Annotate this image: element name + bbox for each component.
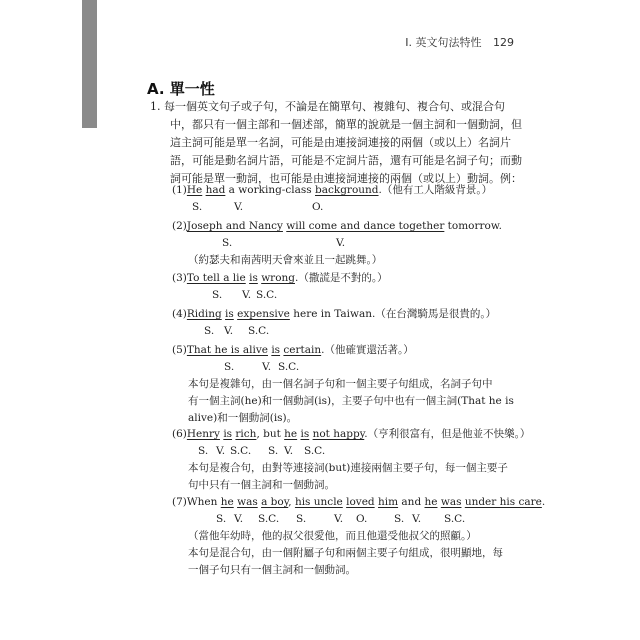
grammar-label: S. [268, 445, 279, 457]
sentence-component: under his care [464, 496, 542, 508]
sentence-text: , [288, 496, 295, 508]
explanation-line: alive)和一個動詞(is)。 [188, 412, 298, 424]
sentence-text: . [541, 496, 546, 508]
sentence-text: .（他有工人階級背景。） [378, 184, 493, 196]
example-sentence [172, 426, 531, 443]
intro-line: 詞可能是單一動詞，也可能是由連接詞連接的兩個（或以上）動詞。例： [170, 172, 522, 185]
sentence-component: he [284, 428, 298, 440]
grammar-label: S. [296, 513, 307, 525]
chapter-tab-bar [82, 0, 97, 128]
sentence-text: tomorrow. [444, 220, 502, 232]
example-item [172, 306, 517, 340]
grammar-label: V. [224, 325, 234, 337]
explanation-line: 句中只有一個主詞和一個動詞。 [188, 479, 335, 491]
sentence-component: is [300, 428, 310, 440]
intro-line: 語，可能是動名詞片語，可能是不定詞片語，還有可能是名詞子句；而動 [170, 154, 522, 167]
sentence-component: was [440, 496, 462, 508]
explanation-line: 一個子句只有一個主詞和一個動詞。 [188, 564, 356, 576]
grammar-labels [172, 235, 517, 252]
grammar-label: S.C. [230, 445, 252, 457]
translation: （約瑟夫和南茜明天會來並且一起跳舞。） [188, 254, 383, 266]
example-number: (2) [172, 220, 187, 232]
sentence-component: a boy [261, 496, 289, 508]
grammar-label: S. [212, 289, 223, 301]
grammar-labels [172, 287, 517, 304]
grammar-labels [172, 199, 517, 216]
sentence-component: That he is alive [186, 344, 268, 356]
sentence-component: was [237, 496, 258, 508]
example-sentence [172, 342, 517, 359]
sentence-component: is [249, 272, 258, 284]
explanation-line: 有一個主詞(he)和一個動詞(is)，主要子句中也有一個主詞(That he is [188, 395, 514, 407]
grammar-label: S.C. [258, 513, 280, 525]
sentence-component: expensive [237, 308, 290, 320]
grammar-label: S.C. [304, 445, 326, 457]
example-number: (6) [172, 428, 187, 440]
intro-line: 這主詞可能是單一名詞，可能是由連接詞連接的兩個（或以上）名詞片 [170, 136, 511, 149]
grammar-label: V. [234, 201, 244, 213]
example-sentence [172, 270, 517, 287]
example-number: (7) [172, 496, 187, 508]
example-number: (1) [172, 184, 187, 196]
sentence-text: .（亨利很富有，但是他並不快樂。） [364, 428, 531, 440]
grammar-label: V. [234, 513, 244, 525]
grammar-label: S. [216, 513, 227, 525]
example-number: (4) [172, 308, 187, 320]
example-sentence [172, 182, 517, 199]
sentence-component: background [314, 184, 379, 196]
sentence-component: To tell a lie [186, 272, 246, 284]
sentence-text: a working-class [225, 184, 315, 196]
grammar-labels [172, 359, 517, 376]
example-item [172, 182, 517, 216]
sentence-component: had [205, 184, 226, 196]
grammar-label: V. [336, 237, 346, 249]
grammar-label: V. [262, 361, 272, 373]
sentence-text: .（撒謊是不對的。） [295, 272, 388, 284]
example-number: (5) [172, 344, 187, 356]
grammar-label: S. [198, 445, 209, 457]
example-sentence [172, 494, 546, 511]
sentence-component: Riding [186, 308, 222, 320]
example-item [172, 218, 517, 269]
section-title: A. 單一性 [147, 80, 215, 98]
sentence-component: is [225, 308, 234, 320]
grammar-label: S. [224, 361, 235, 373]
sentence-component: him [378, 496, 399, 508]
chapter-title: I. 英文句法特性 [405, 36, 482, 49]
grammar-label: V. [284, 445, 294, 457]
grammar-label: O. [312, 201, 324, 213]
sentence-text: here in Taiwan.（在台灣騎馬是很貴的。） [289, 308, 497, 320]
grammar-label: V. [334, 513, 344, 525]
grammar-label: S.C. [256, 289, 278, 301]
grammar-label: S. [394, 513, 405, 525]
sentence-component: certain [283, 344, 322, 356]
sentence-component: not happy [312, 428, 365, 440]
intro-paragraph [150, 98, 522, 188]
sentence-text: and [398, 496, 425, 508]
sentence-component: He [186, 184, 203, 196]
sentence-component: wrong [261, 272, 295, 284]
grammar-label: V. [242, 289, 252, 301]
sentence-component: rich [235, 428, 257, 440]
explanation-line: 本句是混合句，由一個附屬子句和兩個主要子句組成，很明顯地，每 [188, 547, 503, 559]
grammar-label: S. [204, 325, 215, 337]
sentence-component: is [271, 344, 281, 356]
intro-line: 1. 每一個英文句子或子句，不論是在簡單句、複雜句、複合句、或混合句 [150, 100, 505, 113]
intro-line: 中，都只有一個主部和一個述部，簡單的說就是一個主詞和一個動詞，但 [170, 118, 522, 131]
grammar-label: O. [356, 513, 368, 525]
grammar-label: S.C. [248, 325, 270, 337]
example-sentence [172, 306, 517, 323]
grammar-label: S.C. [278, 361, 300, 373]
grammar-labels [172, 323, 517, 340]
grammar-label: S. [222, 237, 233, 249]
sentence-component: Henry [186, 428, 220, 440]
example-item [172, 342, 517, 427]
sentence-text: .（他確實還活著。） [321, 344, 414, 356]
sentence-text: , but [256, 428, 285, 440]
example-number: (3) [172, 272, 187, 284]
page-header [405, 34, 514, 50]
sentence-component: is [223, 428, 233, 440]
example-item [172, 426, 531, 494]
page-number: 129 [493, 36, 514, 49]
example-item [172, 270, 517, 304]
grammar-labels [172, 443, 517, 460]
example-item [172, 494, 546, 579]
sentence-text: When [186, 496, 221, 508]
grammar-label: V. [216, 445, 226, 457]
grammar-label: V. [412, 513, 422, 525]
sentence-component: will come and dance together [286, 220, 445, 232]
translation: （當他年幼時，他的叔父很愛他，而且他還受他叔父的照顧。） [188, 530, 477, 542]
grammar-label: S. [192, 201, 203, 213]
sentence-component: his uncle [294, 496, 343, 508]
grammar-label: S.C. [444, 513, 466, 525]
sentence-component: he [220, 496, 234, 508]
sentence-component: Joseph and Nancy [186, 220, 283, 232]
sentence-component: he [424, 496, 438, 508]
example-sentence [172, 218, 517, 235]
grammar-labels [172, 511, 517, 528]
explanation-line: 本句是複雜句，由一個名詞子句和一個主要子句組成，名詞子句中 [188, 378, 493, 390]
explanation-line: 本句是複合句，由對等連接詞(but)連接兩個主要子句，每一個主要子 [188, 462, 508, 474]
sentence-component: loved [346, 496, 375, 508]
